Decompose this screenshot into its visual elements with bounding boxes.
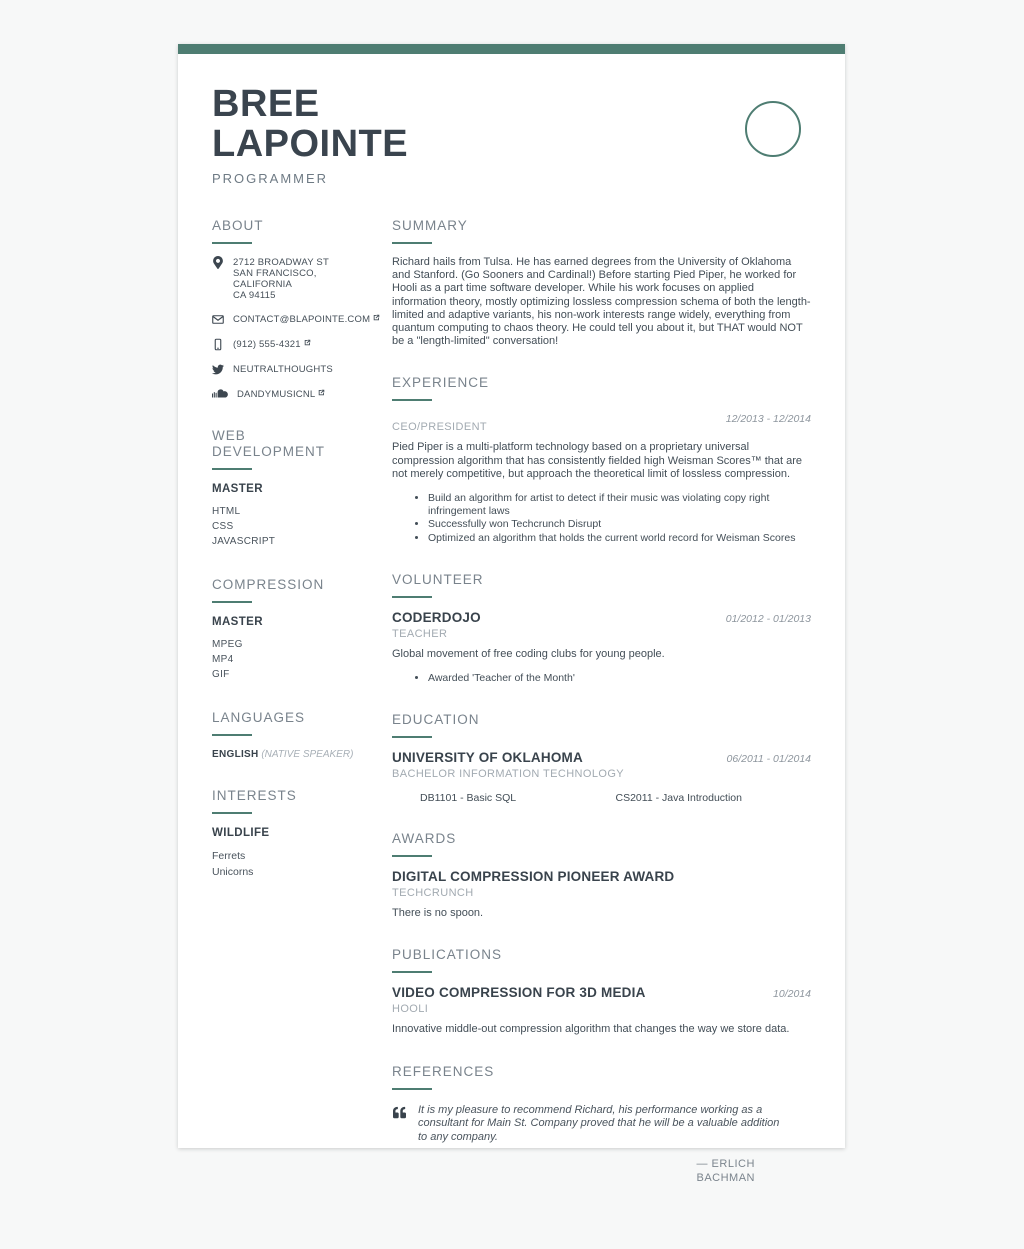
soundcloud-row[interactable]: [212, 389, 360, 400]
interest-item: Ferrets: [212, 850, 246, 862]
location-icon: [212, 256, 224, 269]
email-link[interactable]: CONTACT@BLAPOINTE.COM: [233, 314, 371, 325]
soundcloud-icon: [212, 388, 228, 399]
section-underline: [212, 468, 252, 470]
section-underline: [212, 601, 252, 603]
volunteer-bullet: • Awarded 'Teacher of the Month': [428, 672, 811, 685]
publications-section: [392, 947, 811, 1036]
languages-section: [212, 710, 360, 760]
skill-section-title: COMPRESSION: [212, 577, 325, 592]
sidebar: [212, 218, 371, 1185]
experience-bullet: • Optimized an algorithm that holds the current world record for Weisman Scores: [428, 532, 811, 545]
first-name: BREE: [212, 83, 320, 125]
skill-item: MPEG: [212, 639, 243, 650]
experience-section: [392, 375, 811, 544]
reference-attribution: [696, 1158, 755, 1185]
award-issuer: TECHCRUNCH: [392, 887, 474, 900]
reference-attribution-line: BACHMAN: [696, 1171, 755, 1184]
address-line-3: CA 94115: [233, 290, 276, 301]
section-underline: [212, 734, 252, 736]
main-column: [392, 218, 811, 1185]
reference-attribution-line: — ERLICH: [696, 1158, 755, 1171]
experience-bullet: • Successfully won Techcrunch Disrupt: [428, 518, 811, 531]
external-link-icon: [304, 339, 311, 346]
summary-text: Richard hails from Tulsa. He has earned degrees from the University of Oklahoma and Stanford. (Go Sooners and Cardinal!) Before starting Pied Piper, he worked for Hooli as a part time software developer. While his work focuses on applied information theory, mostly optimizing lossless compression schema of both the length-limited and adaptive variants, his non-work interests range widely, everything from quantum computing to chaos theory. He could tell you about it, but THAT would NOT be a "length-limited" conversation!: [392, 256, 811, 348]
skill-item: MP4: [212, 654, 234, 665]
reference-quote: It is my pleasure to recommend Richard, his performance working as a consultant for Main St. Company proved that he will be a valuable addition to any company.: [418, 1103, 780, 1143]
award-name: DIGITAL COMPRESSION PIONEER AWARD: [392, 869, 675, 885]
phone-icon: [212, 338, 224, 351]
skill-level: MASTER: [212, 483, 263, 495]
email-icon: [212, 313, 224, 326]
about-title: ABOUT: [212, 218, 264, 233]
volunteer-description: Global movement of free coding clubs for young people.: [392, 647, 665, 660]
address-text: [233, 257, 360, 301]
volunteer-org: CODERDOJO: [392, 609, 481, 625]
skill-item: CSS: [212, 521, 234, 532]
education-school: UNIVERSITY OF OKLAHOMA: [392, 750, 583, 766]
publications-title: PUBLICATIONS: [392, 947, 503, 963]
address-line-1: 2712 BROADWAY ST: [233, 257, 329, 268]
section-underline: [392, 855, 432, 857]
soundcloud-handle[interactable]: DANDYMUSICNL: [237, 389, 316, 400]
twitter-row[interactable]: [212, 364, 360, 376]
skill-section-web-development: [212, 428, 360, 549]
skill-item: GIF: [212, 669, 230, 680]
section-underline: [212, 812, 252, 814]
publication-name: VIDEO COMPRESSION FOR 3D MEDIA: [392, 985, 646, 1001]
awards-title: AWARDS: [392, 831, 457, 847]
section-underline: [392, 1088, 432, 1090]
person-role: PROGRAMMER: [212, 171, 329, 186]
section-underline: [392, 971, 432, 973]
section-underline: [392, 242, 432, 244]
phone-link[interactable]: (912) 555-4321: [233, 339, 301, 350]
interests-section: [212, 788, 360, 880]
avatar: [745, 101, 801, 157]
volunteer-bullets: [392, 672, 811, 685]
twitter-handle[interactable]: NEUTRALTHOUGHTS: [233, 364, 333, 375]
award-description: There is no spoon.: [392, 907, 484, 920]
references-section: [392, 1064, 811, 1186]
education-degree: BACHELOR INFORMATION TECHNOLOGY: [392, 768, 625, 781]
resume-header: [212, 84, 811, 186]
skill-item: HTML: [212, 506, 241, 517]
education-dates: 06/2011 - 01/2014: [726, 753, 811, 766]
twitter-icon: [212, 363, 224, 376]
publication-publisher: HOOLI: [392, 1003, 429, 1016]
phone-row[interactable]: [212, 339, 360, 351]
skill-section-title: WEB DEVELOPMENT: [212, 428, 326, 459]
external-link-icon: [373, 314, 380, 321]
publication-dates: 10/2014: [773, 988, 811, 1001]
section-underline: [212, 242, 252, 244]
publication-description: Innovative middle-out compression algorithm that changes the way we store data.: [392, 1023, 790, 1036]
education-course: CS2011 - Java Introduction: [615, 792, 742, 805]
language-name: ENGLISH: [212, 749, 259, 760]
skill-section-compression: [212, 577, 360, 682]
volunteer-dates: 01/2012 - 01/2013: [725, 612, 811, 625]
language-note: (NATIVE SPEAKER): [261, 749, 354, 760]
resume-sheet: [178, 44, 845, 1184]
quote-icon: [392, 1106, 408, 1145]
address-line-2: SAN FRANCISCO, CALIFORNIA: [233, 268, 317, 290]
address-row: [212, 257, 360, 301]
volunteer-section: [392, 572, 811, 685]
external-link-icon: [318, 389, 325, 396]
about-section: [212, 218, 371, 400]
experience-bullets: [392, 492, 811, 545]
interest-group: WILDLIFE: [212, 827, 270, 839]
section-underline: [392, 736, 432, 738]
experience-dates: 12/2013 - 12/2014: [725, 413, 811, 426]
section-underline: [392, 596, 432, 598]
education-course: DB1101 - Basic SQL: [420, 792, 517, 805]
education-title: EDUCATION: [392, 712, 480, 728]
skill-item: JAVASCRIPT: [212, 536, 276, 547]
volunteer-title: VOLUNTEER: [392, 571, 484, 587]
references-title: REFERENCES: [392, 1063, 495, 1079]
top-accent-bar: [178, 44, 845, 54]
person-name: [212, 84, 811, 164]
summary-section: [392, 218, 811, 348]
last-name: LAPOINTE: [212, 123, 409, 165]
experience-bullet: • Build an algorithm for artist to detect if their music was violating copy right infringement laws: [428, 492, 811, 518]
email-row[interactable]: [212, 314, 371, 326]
summary-title: SUMMARY: [392, 218, 468, 233]
experience-description: Pied Piper is a multi-platform technology based on a proprietary universal compression algorithm that has consistently fielded high Weisman Scores™ that are not merely competitive, but approach the theoretical limit of lossless compression.: [392, 441, 803, 480]
experience-title: EXPERIENCE: [392, 375, 490, 391]
interest-item: Unicorns: [212, 866, 254, 878]
volunteer-role: TEACHER: [392, 627, 448, 640]
languages-title: LANGUAGES: [212, 710, 306, 725]
education-section: [392, 712, 811, 804]
experience-role: CEO/PRESIDENT: [392, 421, 488, 434]
skill-level: MASTER: [212, 616, 263, 628]
interests-title: INTERESTS: [212, 788, 297, 803]
awards-section: [392, 831, 811, 920]
section-underline: [392, 399, 432, 401]
